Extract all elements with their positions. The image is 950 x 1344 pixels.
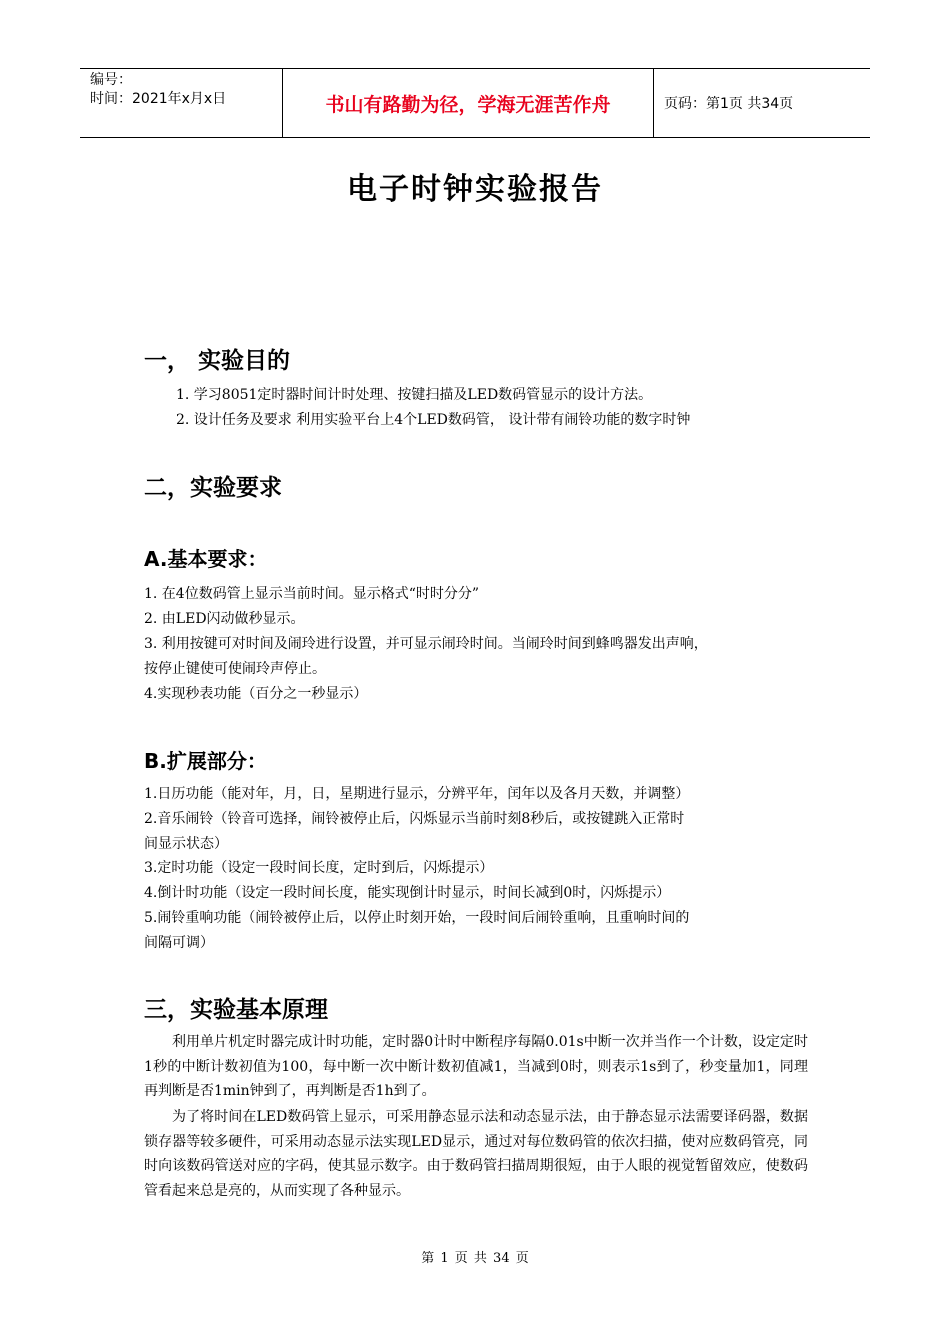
page-footer: 第 1 页 共 34 页 xyxy=(421,1251,529,1266)
document-title: 电子时钟实验报告 xyxy=(347,172,603,207)
header-table xyxy=(80,68,870,138)
time-label: 时间：2021年x月x日 xyxy=(90,91,227,107)
extension-item: 间隔可调） xyxy=(144,935,214,951)
extension-item: 2.音乐闹铃（铃音可选择，闹铃被停止后，闪烁显示当前时刻8秒后，或按键跳入正常时 xyxy=(144,811,685,827)
header-meta xyxy=(80,69,282,137)
extension-item: 4.倒计时功能（设定一段时间长度，能实现倒计时显示，时间长减到0时，闪烁提示） xyxy=(144,885,671,901)
basic-item: 按停止键使可使闹玲声停止。 xyxy=(144,661,326,677)
basic-item: 4.实现秒表功能（百分之一秒显示） xyxy=(144,686,368,702)
basic-item: 2. 由LED闪动做秒显示。 xyxy=(144,611,305,627)
section3-heading: 三，实验基本原理 xyxy=(144,997,328,1023)
header-motto: 书山有路勤为径，学海无涯苦作舟 xyxy=(282,69,654,137)
basic-item: 1. 在4位数码管上显示当前时间。显示格式“时时分分” xyxy=(144,586,480,602)
extension-item: 5.闹铃重响功能（闹铃被停止后，以停止时刻开始，一段时间后闹铃重响，且重响时间的 xyxy=(144,910,690,926)
extension-item: 3.定时功能（设定一段时间长度，定时到后，闪烁提示） xyxy=(144,860,494,876)
header-page-info: 页码：第1页 共34页 xyxy=(664,96,794,112)
extension-item: 1.日历功能（能对年，月，日，星期进行显示，分辨平年，闰年以及各月天数，并调整） xyxy=(144,786,690,802)
section2-heading: 二，实验要求 xyxy=(144,475,282,501)
section3-paragraph-2: 为了将时间在LED数码管上显示，可采用静态显示法和动态显示法，由于静态显示法需要译码器，数据锁存器等较多硬件，可采用动态显示法实现LED显示，通过对每位数码管的依次扫描，使对应数码管亮，同时向该数码管送对应的字码，使其显示数字。由于数码管扫描周期很短，由于人眼的视觉暂留效应，使数码管看起来总是亮的，从而实现了各种显示。 xyxy=(144,1109,808,1199)
section1-item: 2. 设计任务及要求 利用实验平台上4个LED数码管， 设计带有闹铃功能的数字时钟 xyxy=(176,412,691,428)
extension-heading: B.扩展部分： xyxy=(144,749,267,773)
basic-item: 3. 利用按键可对时间及闹玲进行设置，并可显示闹玲时间。当闹玲时间到蜂鸣器发出声响， xyxy=(144,636,708,652)
section3-paragraph-1: 利用单片机定时器完成计时功能，定时器0计时中断程序每隔0.01s中断一次并当作一个计数，设定定时1秒的中断计数初值为100，每中断一次中断计数初值减1，当减到0时，则表示1s到了，秒变量加1，同理再判断是否1min钟到了，再判断是否1h到了。 xyxy=(144,1034,808,1099)
number-label: 编号： xyxy=(90,72,132,88)
section1-item: 1. 学习8051定时器时间计时处理、按键扫描及LED数码管显示的设计方法。 xyxy=(176,387,653,403)
extension-item: 间显示状态） xyxy=(144,836,228,852)
section1-heading: 一， 实验目的 xyxy=(144,348,291,374)
basic-requirements-heading: A.基本要求： xyxy=(144,547,268,571)
